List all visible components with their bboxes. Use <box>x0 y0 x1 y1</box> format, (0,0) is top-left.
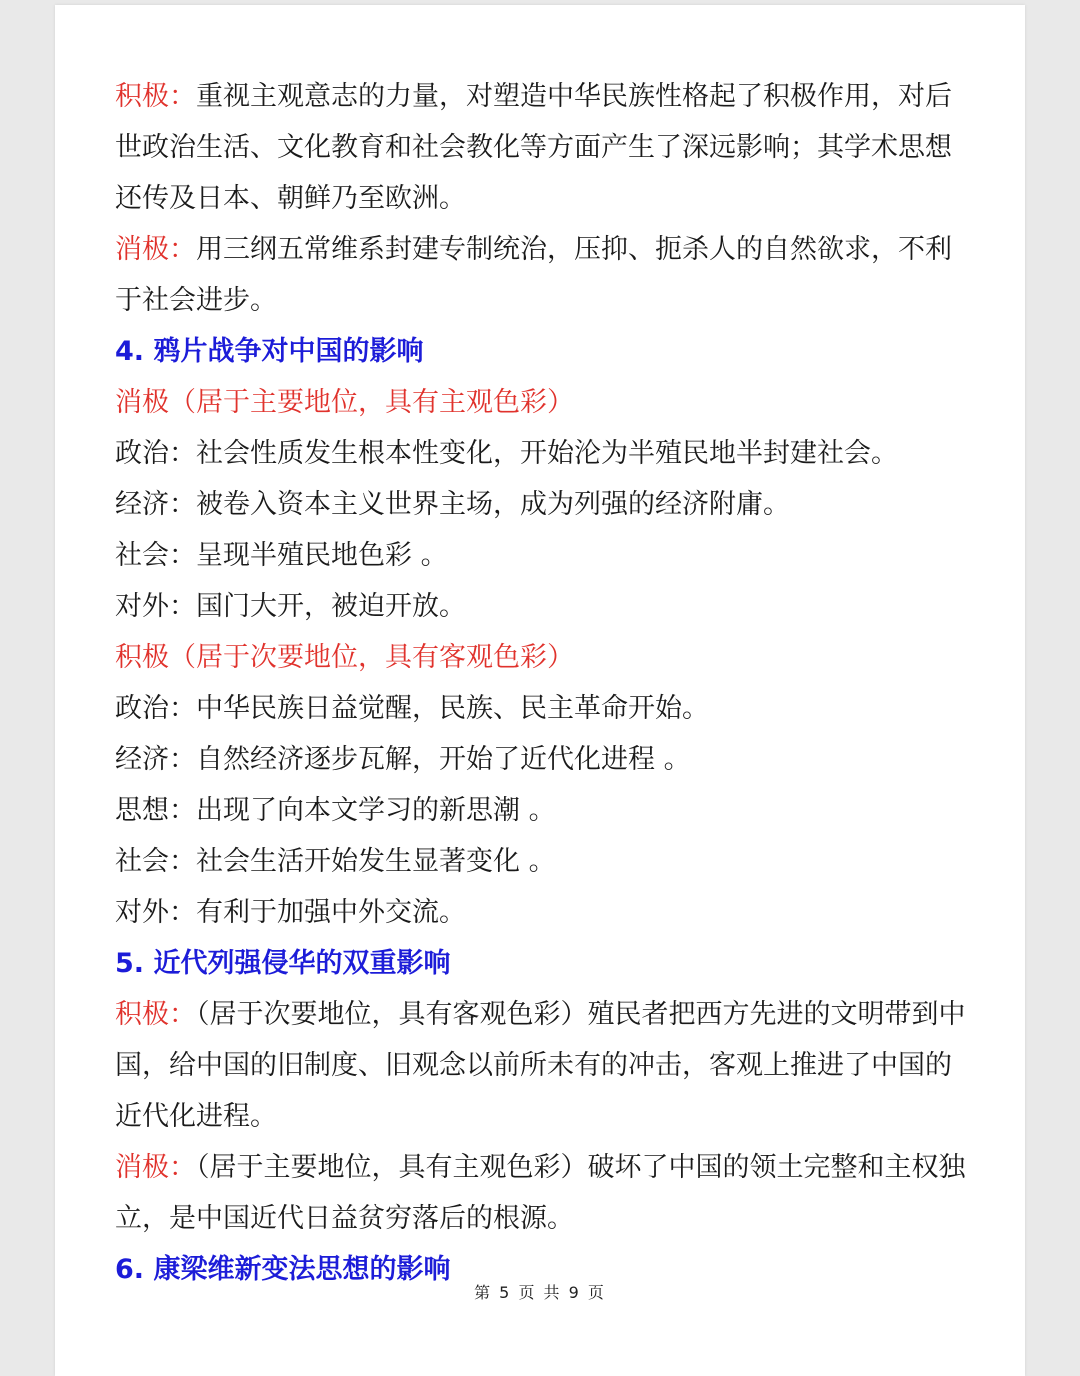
line-economy: 经济：被卷入资本主义世界主场，成为列强的经济附庸。 <box>115 489 790 520</box>
line-politics: 政治：中华民族日益觉醒，民族、民主革命开始。 <box>115 693 709 724</box>
subheading-positive: 积极（居于次要地位，具有客观色彩） <box>115 642 574 673</box>
label-negative: 消极： <box>115 234 196 265</box>
page-content <box>115 71 975 1295</box>
label-negative: 消极： <box>115 1152 196 1183</box>
document-page <box>55 5 1025 1376</box>
label-positive: 积极： <box>115 999 196 1030</box>
paragraph-text: （居于主要地位，具有主观色彩）破坏了中国的领土完整和主权独立，是中国近代日益贫穷落后的根源。 <box>115 1152 966 1234</box>
line-politics: 政治：社会性质发生根本性变化，开始沦为半殖民地半封建社会。 <box>115 438 898 469</box>
line-foreign: 对外：有利于加强中外交流。 <box>115 897 466 928</box>
paragraph-text: （居于次要地位，具有客观色彩）殖民者把西方先进的文明带到中国，给中国的旧制度、旧观念以前所未有的冲击，客观上推进了中国的近代化进程。 <box>115 999 966 1132</box>
paragraph-text: 用三纲五常维系封建专制统治，压抑、扼杀人的自然欲求，不利于社会进步。 <box>115 234 952 316</box>
subheading-negative: 消极（居于主要地位，具有主观色彩） <box>115 387 574 418</box>
line-thought: 思想：出现了向本文学习的新思潮 。 <box>115 795 556 826</box>
paragraph-negative-impact <box>115 224 975 326</box>
line-society: 社会：社会生活开始发生显著变化 。 <box>115 846 556 877</box>
paragraph-positive-impact <box>115 989 975 1142</box>
paragraph-positive-impact <box>115 71 975 224</box>
paragraph-text: 重视主观意志的力量，对塑造中华民族性格起了积极作用，对后世政治生活、文化教育和社会教化等方面产生了深远影响；其学术思想还传及日本、朝鲜乃至欧洲。 <box>115 81 952 214</box>
line-society: 社会：呈现半殖民地色彩 。 <box>115 540 448 571</box>
line-economy: 经济：自然经济逐步瓦解，开始了近代化进程 。 <box>115 744 691 775</box>
section-heading-4: 4. 鸦片战争对中国的影响 <box>115 336 424 367</box>
page-number-footer: 第 5 页 共 9 页 <box>474 1283 606 1302</box>
section-heading-5: 5. 近代列强侵华的双重影响 <box>115 948 451 979</box>
paragraph-negative-impact <box>115 1142 975 1244</box>
label-positive: 积极： <box>115 81 196 112</box>
section-heading-6: 6. 康梁维新变法思想的影响 <box>115 1254 451 1285</box>
line-foreign: 对外：国门大开，被迫开放。 <box>115 591 466 622</box>
